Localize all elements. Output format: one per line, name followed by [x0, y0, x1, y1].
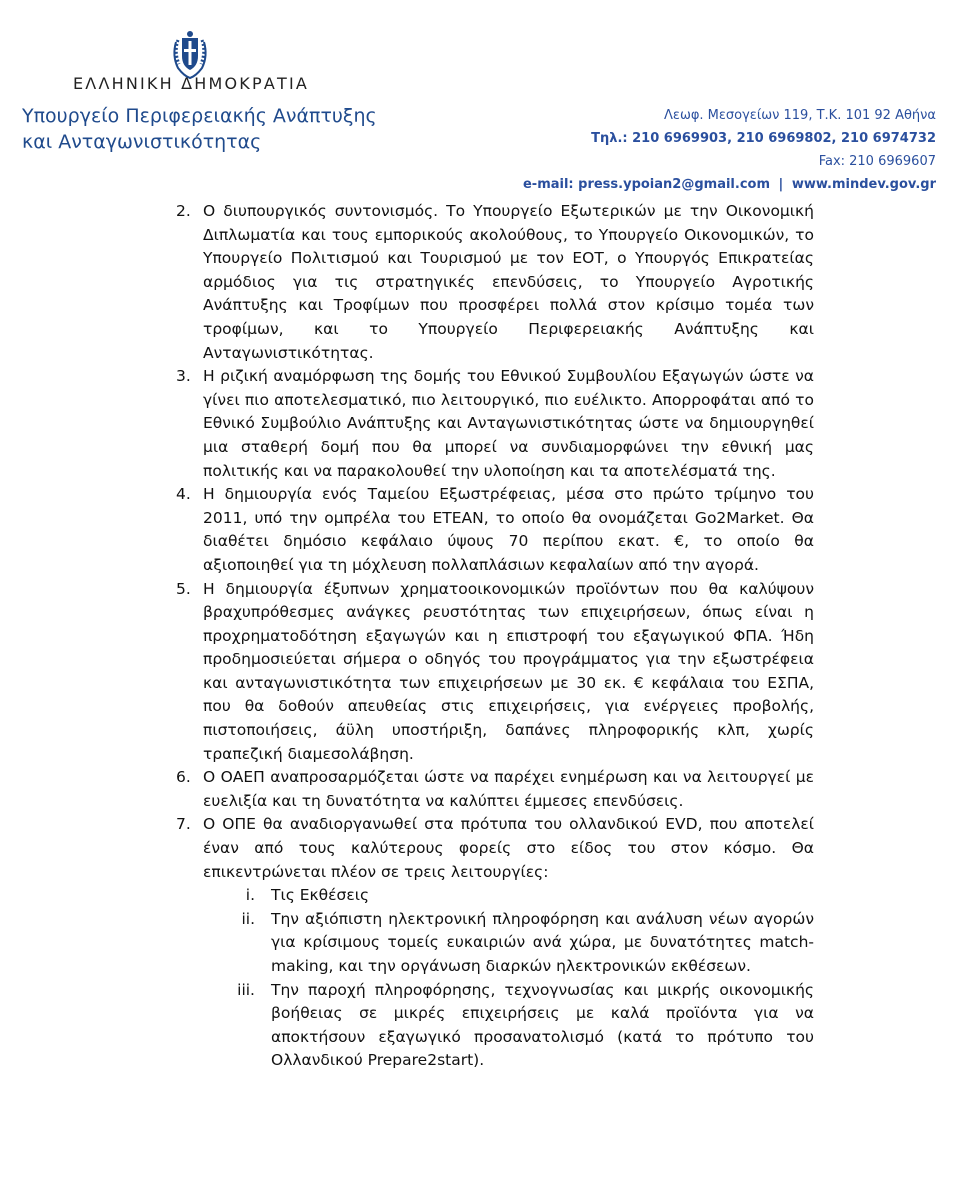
subitem-text: Την αξιόπιστη ηλεκτρονική πληροφόρηση και ανάλυση νέων αγορών για κρίσιμους τομείς ευκαιριών ανά χώρα, με δυνατότητες match-making, και την οργάνωση διαρκών ηλεκτρονικών εκθέσεων.: [271, 909, 814, 975]
list-item: [0, 578, 960, 767]
sub-list-item: [0, 884, 960, 908]
subitem-number: iii.: [237, 980, 255, 999]
item-text: Ο ΟΠΕ θα αναδιοργανωθεί στα πρότυπα του ολλανδικού EVD, που αποτελεί έναν από τους καλύτερους φορείς στο είδος του στον κόσμο. Θα επικεντρώνεται πλέον σε τρεις λειτουργίες:: [203, 815, 814, 881]
republic-title: ΕΛΛΗΝΙΚΗ ΔΗΜΟΚΡΑΤΙΑ: [73, 74, 310, 93]
phone: Τηλ.: 210 6969903, 210 6969802, 210 6974732: [591, 131, 936, 146]
greek-coat-of-arms-icon: [168, 28, 212, 80]
item-text: Η δημιουργία ενός Ταμείου Εξωστρέφειας, μέσα στο πρώτο τρίμηνο του 2011, υπό την ομπρέλα του ΕΤΕΑΝ, το οποίο θα ονομάζεται Go2Market. Θα διαθέτει δημόσιο κεφάλαιο ύψους 70 περίπου εκατ. €, το οποίο θα αξιοποιηθεί για τη μόχλευση πολλαπλάσιων κεφαλαίων από την αγορά.: [203, 485, 814, 574]
email-web-line: [523, 173, 936, 196]
item-number: 5.: [176, 579, 191, 598]
subitem-text: Τις Εκθέσεις: [271, 886, 370, 905]
website-link[interactable]: www.mindev.gov.gr: [791, 177, 936, 192]
ministry-name-line-1: Υπουργείο Περιφερειακής Ανάπτυξης: [22, 105, 377, 127]
subitem-number: ii.: [241, 909, 255, 928]
item-text: Η ριζική αναμόρφωση της δομής του Εθνικού Συμβουλίου Εξαγωγών ώστε να γίνει πιο αποτελεσματικό, πιο λειτουργικό, πιο ευέλικτο. Απορροφάται από το Εθνικό Συμβούλιο Ανάπτυξης και Ανταγωνιστικότητας ώστε να δημιουργηθεί μια σταθερή δομή που θα μπορεί να συνδιαμορφώνει την εθνική μας πολιτικής και να παρακολουθεί την υλοποίηση και τα αποτελέσματά της.: [203, 367, 814, 480]
subitem-text: Την παροχή πληροφόρησης, τεχνογνωσίας και μικρής οικονομικής βοήθειας σε μικρές επιχειρήσεις με καλά προϊόντα για να αποκτήσουν εξαγωγικό προσανατολισμό (κατά το πρότυπο του Ολλανδικού Prepare2start).: [271, 980, 814, 1070]
list-item: [0, 483, 960, 577]
separator: |: [778, 177, 784, 192]
list-item: [0, 365, 960, 483]
address: Λεωφ. Μεσογείων 119, Τ.Κ. 101 92 Αθήνα: [664, 108, 936, 123]
list-item: [0, 766, 960, 813]
contact-block: [523, 104, 936, 196]
item-number: 3.: [176, 367, 191, 386]
ministry-name: [22, 103, 377, 155]
list-item: [0, 200, 960, 365]
document-body: [0, 200, 960, 1073]
item-number: 2.: [176, 202, 191, 220]
fax: Fax: 210 6969607: [818, 154, 936, 169]
ministry-name-line-2: και Ανταγωνιστικότητας: [22, 131, 262, 153]
sub-list-item: [0, 908, 960, 979]
item-number: 4.: [176, 485, 191, 504]
sub-list-item: [0, 979, 960, 1073]
item-number: 7.: [176, 815, 191, 834]
subitem-number: i.: [245, 886, 255, 905]
email-link[interactable]: e-mail: press.ypoian2@gmail.com: [522, 177, 770, 192]
item-text: Ο ΟΑΕΠ αναπροσαρμόζεται ώστε να παρέχει ενημέρωση και να λειτουργεί με ευελιξία και τη δυνατότητα να καλύπτει έμμεσες επενδύσεις.: [203, 768, 814, 810]
item-text: Η δημιουργία έξυπνων χρηματοοικονομικών προϊόντων που θα καλύψουν βραχυπρόθεσμες ανάγκες ρευστότητας των επιχειρήσεων, όπως είναι η προχρηματοδότηση εξαγωγών και η επιστροφή του εξαγωγικού ΦΠΑ. Ήδη προδημοσιεύεται σήμερα ο οδηγός του προγράμματος για την εξωστρέφεια και ανταγωνιστικότητα των επιχειρήσεων με 30 εκ. € κεφάλαια του ΕΣΠΑ, που θα δοθούν απευθείας στις επιχειρήσεις, για ενέργειες προβολής, πιστοποιήσεις, άϋλη υποστήριξη, δαπάνες πληροφορικής κλπ, χωρίς τραπεζική διαμεσολάβηση.: [203, 579, 814, 763]
list-item: [0, 813, 960, 884]
item-text: Ο διυπουργικός συντονισμός. Το Υπουργείο Εξωτερικών με την Οικονομική Διπλωματία και τους εμπορικούς ακολούθους, το Υπουργείο Οικονομικών, το Υπουργείο Πολιτισμού και Τουρισμού με τον ΕΟΤ, ο Υπουργός Επικρατείας αρμόδιος για τις στρατηγικές επενδύσεις, το Υπουργείο Αγροτικής Ανάπτυξης και Τροφίμων που προσφέρει πολλά στον κρίσιμο τομέα των τροφίμων, και το Υπουργείο Περιφερειακής Ανάπτυξης και Ανταγωνιστικότητας.: [203, 202, 814, 362]
item-number: 6.: [176, 768, 191, 787]
letterhead: [0, 0, 960, 192]
